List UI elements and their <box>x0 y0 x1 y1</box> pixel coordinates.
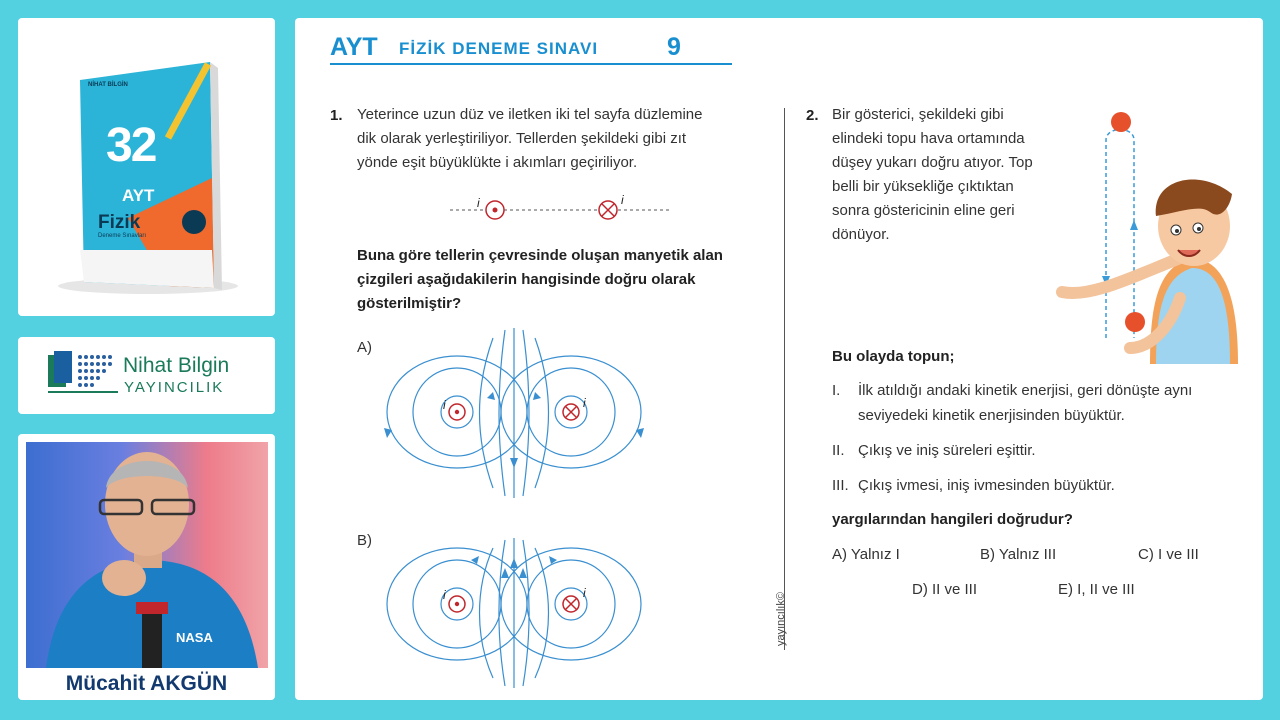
svg-text:NASA: NASA <box>176 630 213 645</box>
q2-number: 2. <box>806 107 819 124</box>
q2-option-e[interactable]: E) I, II ve III <box>1058 581 1135 598</box>
publisher-logo-icon <box>48 351 128 401</box>
q2-item-2-number: II. <box>832 442 845 459</box>
publisher-sub: YAYINCILIK <box>124 379 225 396</box>
q1-question-1: Buna göre tellerin çevresinde oluşan manyetik alan <box>357 247 723 264</box>
header-exam: AYT <box>330 33 378 61</box>
publisher-name: Nihat Bilgin <box>123 354 230 377</box>
diagram-b-left-label: i <box>443 588 446 602</box>
publisher-logo-card <box>18 337 275 414</box>
wire-left-label: i <box>477 196 480 210</box>
book-number: 32 <box>106 119 156 172</box>
q2-option-a[interactable]: A) Yalnız I <box>832 546 900 563</box>
field-diagram-b <box>375 538 665 688</box>
q1-option-b[interactable]: B) <box>357 532 372 549</box>
q2-option-b[interactable]: B) Yalnız III <box>980 546 1057 563</box>
q1-line-1: Yeterince uzun düz ve iletken iki tel sayfa düzlemine <box>357 106 703 123</box>
q1-option-a[interactable]: A) <box>357 339 372 356</box>
thrower-illustration <box>1060 108 1250 368</box>
q2-item-1-line-1: İlk atıldığı andaki kinetik enerjisi, geri dönüşte aynı <box>858 382 1193 399</box>
q1-question-3: gösterilmiştir? <box>357 295 462 312</box>
exam-page <box>295 18 1263 700</box>
q2-line-3: düşey yukarı doğru atıyor. Top <box>832 154 1033 171</box>
presenter-photo <box>26 442 268 668</box>
wire-right-label: i <box>621 193 624 207</box>
header-rule <box>330 63 732 65</box>
book-cover-card <box>18 18 275 316</box>
field-diagram-a <box>375 328 665 498</box>
diagram-b-right-label: i <box>583 586 586 600</box>
q1-line-3: yönde eşit büyüklükte i akımları geçiriliyor. <box>357 154 638 171</box>
q2-line-6: dönüyor. <box>832 226 890 243</box>
q2-item-1-line-2: seviyedeki kinetik enerjisinden büyüktür. <box>858 407 1125 424</box>
presenter-name: Mücahit AKGÜN <box>65 672 228 695</box>
header-title: FİZİK DENEME SINAVI <box>399 39 599 58</box>
q2-line-2: elindeki topu hava ortamında <box>832 130 1025 147</box>
q2-line-5: sonra göstericinin eline geri <box>832 202 1015 219</box>
q2-option-c[interactable]: C) I ve III <box>1138 546 1199 563</box>
book-exam: AYT <box>122 186 155 205</box>
copyright-text: yayıncılık© <box>775 592 787 646</box>
q2-option-d[interactable]: D) II ve III <box>912 581 978 598</box>
diagram-a-right-label: i <box>583 396 586 410</box>
q1-number: 1. <box>330 107 343 124</box>
diagram-a-left-label: i <box>443 398 446 412</box>
q2-line-1: Bir gösterici, şekildeki gibi <box>832 106 1004 123</box>
q2-item-3-line-1: Çıkış ivmesi, iniş ivmesinden büyüktür. <box>858 477 1115 494</box>
q2-line-4: belli bir yüksekliğe çıktıktan <box>832 178 1014 195</box>
q2-item-3-number: III. <box>832 477 849 494</box>
q1-question-2: çizgileri aşağıdakilerin hangisinde doğru olarak <box>357 271 696 288</box>
book-subtitle: Deneme Sınavları <box>98 233 147 239</box>
q2-closing: yargılarından hangileri doğrudur? <box>832 511 1073 528</box>
q2-stem: Bu olayda topun; <box>832 348 955 365</box>
column-divider <box>784 108 785 650</box>
q1-line-2: dik olarak yerleştiriliyor. Tellerden şekildeki gibi zıt <box>357 130 687 147</box>
book-subject: Fizik <box>98 212 141 233</box>
header-number: 9 <box>667 33 681 61</box>
presenter-card <box>18 434 275 700</box>
q2-item-2-line-1: Çıkış ve iniş süreleri eşittir. <box>858 442 1036 459</box>
q2-item-1-number: I. <box>832 382 841 399</box>
book-author: NİHAT BİLGİN <box>88 82 128 88</box>
wires-diagram <box>450 196 680 226</box>
